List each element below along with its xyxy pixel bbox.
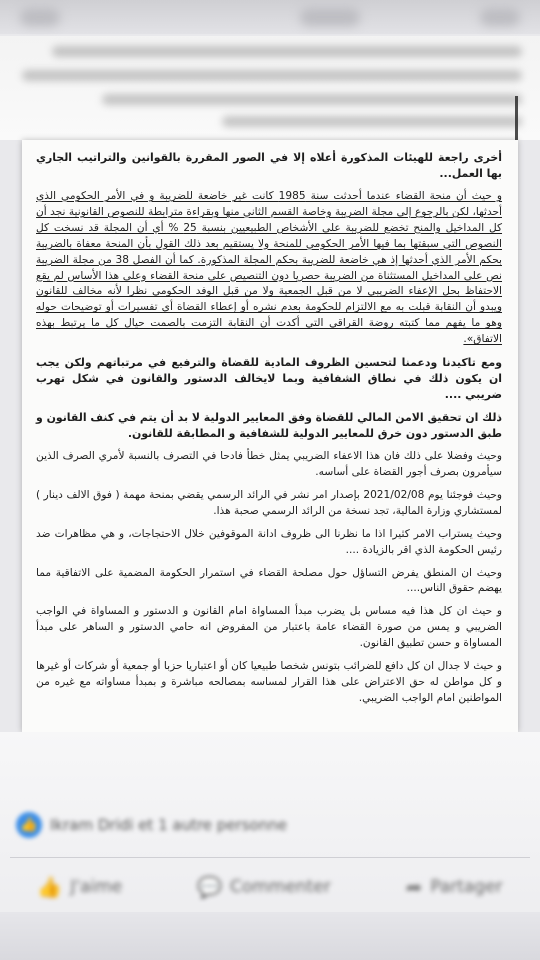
document-paragraph: وحيث يستراب الامر كثيرا اذا ما نظرنا الى ظروف ادانة الموقوفين خلال الاحتجاجات، و هي مظاهرات ضد رئيس الحكومة الذي اقر بالزيادة .... [36, 527, 502, 556]
like-button[interactable] [37, 875, 122, 899]
document-paragraph: وحيث وفضلا على ذلك فان هذا الاعفاء الضريبي يمثل خطأ فادحا في التصرف بالنسبة لأمري الصرف الذين سيأمرون بصرف أجور القضاة على أساسه. [36, 450, 502, 478]
document-paragraph: و حيث أن منحة القضاء عندما أحدثت سنة 1985 كانت غير خاضعة للضريبة و في الأمر الحكومي الذي أحدثها، لكن بالرجوع إلى مجلة الضريبة وخاصة القسم الثاني منها وبقراءة مترابطة للنصوص القانونية نجد أن كل المداخيل والمنح تخضع للضريبة على الأشخاص الطبيعيين بنسبة 25 % أي أن المجلة قد نسخت كل النصوص التي سبقتها بما فيها الأمر الحكومي للمنحة ولا يستقيم بعد ذلك القول بأن المنحة معفاة بالضريبة بحكم الأمر الذي أحدثها إذ هي خاضعة للضريبة بحكم المجلة المذكورة. كما أن الفصل 38 من مجلة الضريبة نص على المداخيل المستثناة من الضريبة حصريا دون التنصيص على منحة القضاء وعلى هذا الأساس لم يقع الاحتفاظ بحل الإعفاء الضريبي لا من قبل الجمعية ولا من قبل الوفد الحكومي نظرا لأنه مخالف للقانون ويبدو أن النقابة قبلت به مع الالتزام للحكومة بعدم نشره أو إعطاء القضاة أي تفسيرات أو توضيحات حوله وهو ما يفهم مما كتبته روضة القراقي التي أكدت أن النقابة التزمت بالصمت حيال كل ما يرتبط بهذه الاتفاق». [36, 190, 503, 346]
blurred-text-line [22, 70, 522, 81]
page-edge [515, 96, 518, 142]
blurred-text-line [102, 94, 522, 105]
action-bar [0, 867, 540, 907]
document-paragraph: وحيث ان المنطق يفرض التساؤل حول مصلحة القضاء في استمرار الحكومة المضمية على الاتفاقية مما يهضم حقوق الناس.... [36, 566, 502, 595]
comment-button[interactable] [197, 875, 331, 899]
document-paragraph: و حيث ان كل هذا فيه مساس بل يضرب مبدأ المساواة امام القانون و الدستور و المساواة في الواجب الضريبي و يمس من صورة القضاء عامة باعتبار من المفروض انه حامي الدستور و الساهر على مبدأ المساواة و حسن تطبيق القانون. [36, 605, 502, 650]
share-button[interactable] [406, 875, 503, 899]
document-text [22, 140, 518, 707]
thumbs-up-icon: 👍 [37, 875, 63, 899]
blurred-page-top [0, 36, 540, 140]
post-footer [0, 732, 540, 960]
divider [10, 857, 530, 858]
document-paragraph: و حيث لا جدال ان كل دافع للضرائب بتونس شخصا طبيعيا كان أو اعتباريا حزبا أو جمعية أو شركات أو غيرها و كل مواطن له حق الاعتراض على هذا القرار لمساسه بمصالحه مباشرة و بمبدأ مساواته مع غيره من المواطنين امام الواجب الضريبي. [36, 660, 502, 704]
document-paragraph: وحيث فوجئنا يوم 2021/02/08 بإصدار امر نشر في الرائد الرسمي يقضي بمنحة مهمة ( فوق الالف دينار ) لمستشاري وزارة المالية، تجد نسخة من الرائد الرسمي صحبة هذا. [36, 488, 502, 517]
document-paragraph: أخرى راجعة للهيئات المذكورة أعلاه إلا في الصور المقررة بالقوانين والتراتيب الجاري بها العمل... [36, 151, 502, 180]
share-icon: ➦ [405, 875, 423, 899]
reactions-row[interactable] [16, 812, 287, 838]
blurred-text-line [222, 116, 522, 127]
bottom-fade [0, 912, 540, 960]
status-blob [480, 8, 520, 26]
blurred-text-line [52, 46, 522, 57]
document-paragraph: ومع تاكيدنا ودعمنا لتحسين الظروف المادية للقضاة والترفيع في مرتباتهم ولكن يجب ان يكون ذلك في نطاق الشفافية وبما لايخالف الدستور والقانون في شكل تهرب ضريبي .... [36, 356, 502, 402]
status-bar [0, 0, 540, 34]
like-label: J'aime [70, 877, 123, 897]
reactions-text: Ikram Dridi et 1 autre personne [50, 816, 287, 834]
status-blob [300, 8, 360, 26]
status-blob [20, 8, 60, 26]
comment-icon: 💬 [197, 875, 222, 899]
like-icon: 👍 [16, 812, 42, 838]
comment-label: Commenter [229, 877, 331, 897]
document-paragraph: ذلك ان تحقيق الامن المالي للقضاة وفق المعايير الدولية لا بد أن يتم في كنف القانون و طبق الدستور دون خرق للمعايير الدولية للشفافية و المطابقة للقانون. [36, 411, 502, 441]
share-label: Partager [430, 877, 503, 897]
document-photo[interactable] [22, 140, 518, 732]
